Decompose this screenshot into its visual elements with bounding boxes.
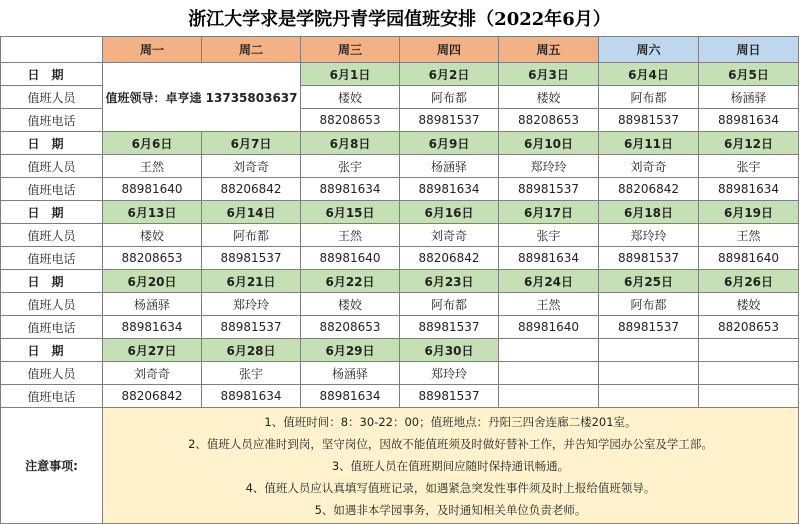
phone-cell: 88206842 <box>202 178 301 201</box>
person-cell: 张宇 <box>699 155 799 178</box>
person-cell: 楼姣 <box>301 293 400 316</box>
duty-leader: 值班领导：卓亨逵 13735803637 <box>103 63 301 132</box>
note-item: 5、如遇非本学园事务，及时通知相关单位负责老师。 <box>314 502 587 517</box>
phone-cell: 88981634 <box>499 247 599 270</box>
date-cell: 6月30日 <box>400 339 499 362</box>
date-label: 日期 <box>1 132 103 155</box>
date-cell: 6月29日 <box>301 339 400 362</box>
phone-cell: 88981537 <box>499 178 599 201</box>
person-label: 值班人员 <box>1 86 103 109</box>
phone-label: 值班电话 <box>1 109 103 132</box>
person-label: 值班人员 <box>1 155 103 178</box>
phone-cell: 88206842 <box>103 385 202 408</box>
phone-cell <box>499 385 599 408</box>
person-label: 值班人员 <box>1 293 103 316</box>
person-cell: 郑玲玲 <box>202 293 301 316</box>
person-label: 值班人员 <box>1 362 103 385</box>
phone-cell: 88981537 <box>599 316 699 339</box>
person-cell: 王然 <box>103 155 202 178</box>
phone-label: 值班电话 <box>1 178 103 201</box>
notes-row <box>1 408 799 524</box>
person-cell: 杨涵驿 <box>400 155 499 178</box>
phone-row <box>1 178 799 201</box>
phone-label: 值班电话 <box>1 385 103 408</box>
person-cell: 郑玲玲 <box>400 362 499 385</box>
date-cell: 6月25日 <box>599 270 699 293</box>
notes-label: 注意事项: <box>1 408 103 524</box>
date-cell: 6月17日 <box>499 201 599 224</box>
date-label: 日期 <box>1 270 103 293</box>
person-cell: 杨涵驿 <box>301 362 400 385</box>
note-item: 3、值班人员在值班期间应随时保持通讯畅通。 <box>331 458 570 473</box>
phone-cell: 88981634 <box>202 385 301 408</box>
person-row <box>1 293 799 316</box>
phone-cell: 88981640 <box>103 178 202 201</box>
date-cell: 6月14日 <box>202 201 301 224</box>
corner-cell <box>1 37 103 63</box>
person-cell: 郑玲玲 <box>499 155 599 178</box>
date-cell: 6月4日 <box>599 63 699 86</box>
date-cell: 6月28日 <box>202 339 301 362</box>
weekday-header-row <box>1 37 799 63</box>
phone-cell: 88981640 <box>301 247 400 270</box>
person-cell <box>499 362 599 385</box>
schedule-table <box>0 36 799 524</box>
date-row <box>1 201 799 224</box>
date-cell: 6月1日 <box>301 63 400 86</box>
note-item: 4、值班人员应认真填写值班记录，如遇紧急突发性事件须及时上报给值班领导。 <box>245 480 656 495</box>
person-cell: 刘奇奇 <box>599 155 699 178</box>
phone-row <box>1 385 799 408</box>
phone-cell: 88981634 <box>699 178 799 201</box>
phone-cell: 88981537 <box>400 109 499 132</box>
date-cell: 6月10日 <box>499 132 599 155</box>
date-cell-empty <box>499 339 599 362</box>
date-cell: 6月12日 <box>699 132 799 155</box>
weekday-fri: 周五 <box>499 37 599 63</box>
person-cell: 楼姣 <box>301 86 400 109</box>
date-cell: 6月18日 <box>599 201 699 224</box>
phone-cell: 88981537 <box>400 316 499 339</box>
date-cell: 6月26日 <box>699 270 799 293</box>
person-row <box>1 224 799 247</box>
date-label: 日期 <box>1 201 103 224</box>
date-cell: 6月15日 <box>301 201 400 224</box>
person-cell: 阿布都 <box>202 224 301 247</box>
note-item: 2、值班人员应准时到岗，坚守岗位，因故不能值班须及时做好替补工作，并告知学园办公室及学工部。 <box>188 436 713 451</box>
phone-cell <box>599 385 699 408</box>
date-row <box>1 339 799 362</box>
date-cell: 6月16日 <box>400 201 499 224</box>
date-cell: 6月11日 <box>599 132 699 155</box>
date-label: 日期 <box>1 63 103 86</box>
phone-cell: 88981537 <box>202 247 301 270</box>
date-cell: 6月5日 <box>699 63 799 86</box>
phone-cell: 88208653 <box>499 109 599 132</box>
date-cell: 6月23日 <box>400 270 499 293</box>
date-cell: 6月24日 <box>499 270 599 293</box>
phone-cell: 88206842 <box>599 178 699 201</box>
person-cell: 阿布都 <box>400 86 499 109</box>
date-cell: 6月13日 <box>103 201 202 224</box>
date-cell: 6月2日 <box>400 63 499 86</box>
phone-label: 值班电话 <box>1 247 103 270</box>
person-row <box>1 155 799 178</box>
weekday-tue: 周二 <box>202 37 301 63</box>
person-cell: 张宇 <box>499 224 599 247</box>
date-cell: 6月20日 <box>103 270 202 293</box>
date-cell: 6月22日 <box>301 270 400 293</box>
date-cell: 6月9日 <box>400 132 499 155</box>
date-label: 日期 <box>1 339 103 362</box>
person-cell: 郑玲玲 <box>599 224 699 247</box>
phone-cell: 88981537 <box>202 316 301 339</box>
date-row <box>1 270 799 293</box>
person-cell: 王然 <box>301 224 400 247</box>
person-cell: 王然 <box>699 224 799 247</box>
weekday-sun: 周日 <box>699 37 799 63</box>
phone-cell: 88981634 <box>301 385 400 408</box>
phone-cell: 88208653 <box>103 247 202 270</box>
weekday-thu: 周四 <box>400 37 499 63</box>
weekday-mon: 周一 <box>103 37 202 63</box>
phone-cell: 88981634 <box>301 178 400 201</box>
weekday-wed: 周三 <box>301 37 400 63</box>
person-cell: 杨涵驿 <box>103 293 202 316</box>
person-cell: 刘奇奇 <box>400 224 499 247</box>
person-cell <box>699 362 799 385</box>
person-cell: 阿布都 <box>599 293 699 316</box>
person-cell <box>599 362 699 385</box>
date-row <box>1 132 799 155</box>
date-cell: 6月27日 <box>103 339 202 362</box>
person-cell: 阿布都 <box>400 293 499 316</box>
person-cell: 杨涵驿 <box>699 86 799 109</box>
phone-cell: 88981634 <box>699 109 799 132</box>
date-cell: 6月19日 <box>699 201 799 224</box>
date-row <box>1 63 799 86</box>
phone-cell: 88981537 <box>599 247 699 270</box>
person-cell: 张宇 <box>202 362 301 385</box>
phone-cell: 88208653 <box>301 316 400 339</box>
phone-cell: 88981640 <box>699 247 799 270</box>
phone-cell: 88206842 <box>400 247 499 270</box>
person-cell: 张宇 <box>301 155 400 178</box>
date-cell: 6月21日 <box>202 270 301 293</box>
date-cell-empty <box>699 339 799 362</box>
phone-cell: 88208653 <box>699 316 799 339</box>
date-cell: 6月6日 <box>103 132 202 155</box>
date-cell-empty <box>599 339 699 362</box>
date-cell: 6月7日 <box>202 132 301 155</box>
phone-cell: 88981634 <box>103 316 202 339</box>
person-cell: 楼姣 <box>499 86 599 109</box>
phone-row <box>1 316 799 339</box>
person-label: 值班人员 <box>1 224 103 247</box>
phone-cell: 88208653 <box>301 109 400 132</box>
person-cell: 楼姣 <box>699 293 799 316</box>
weekday-sat: 周六 <box>599 37 699 63</box>
phone-cell <box>699 385 799 408</box>
page-title: 浙江大学求是学院丹青学园值班安排（2022年6月） <box>188 9 611 30</box>
phone-label: 值班电话 <box>1 316 103 339</box>
phone-cell: 88981537 <box>599 109 699 132</box>
person-cell: 刘奇奇 <box>202 155 301 178</box>
note-item: 1、值班时间：8：30-22：00；值班地点：丹阳三四舍连廊二楼201室。 <box>264 414 637 429</box>
notes-box <box>103 408 799 524</box>
phone-cell: 88981537 <box>400 385 499 408</box>
phone-cell: 88981640 <box>499 316 599 339</box>
person-cell: 王然 <box>499 293 599 316</box>
person-cell: 刘奇奇 <box>103 362 202 385</box>
phone-cell: 88981634 <box>400 178 499 201</box>
person-cell: 楼姣 <box>103 224 202 247</box>
phone-row <box>1 247 799 270</box>
person-row <box>1 362 799 385</box>
person-cell: 阿布都 <box>599 86 699 109</box>
date-cell: 6月8日 <box>301 132 400 155</box>
date-cell: 6月3日 <box>499 63 599 86</box>
